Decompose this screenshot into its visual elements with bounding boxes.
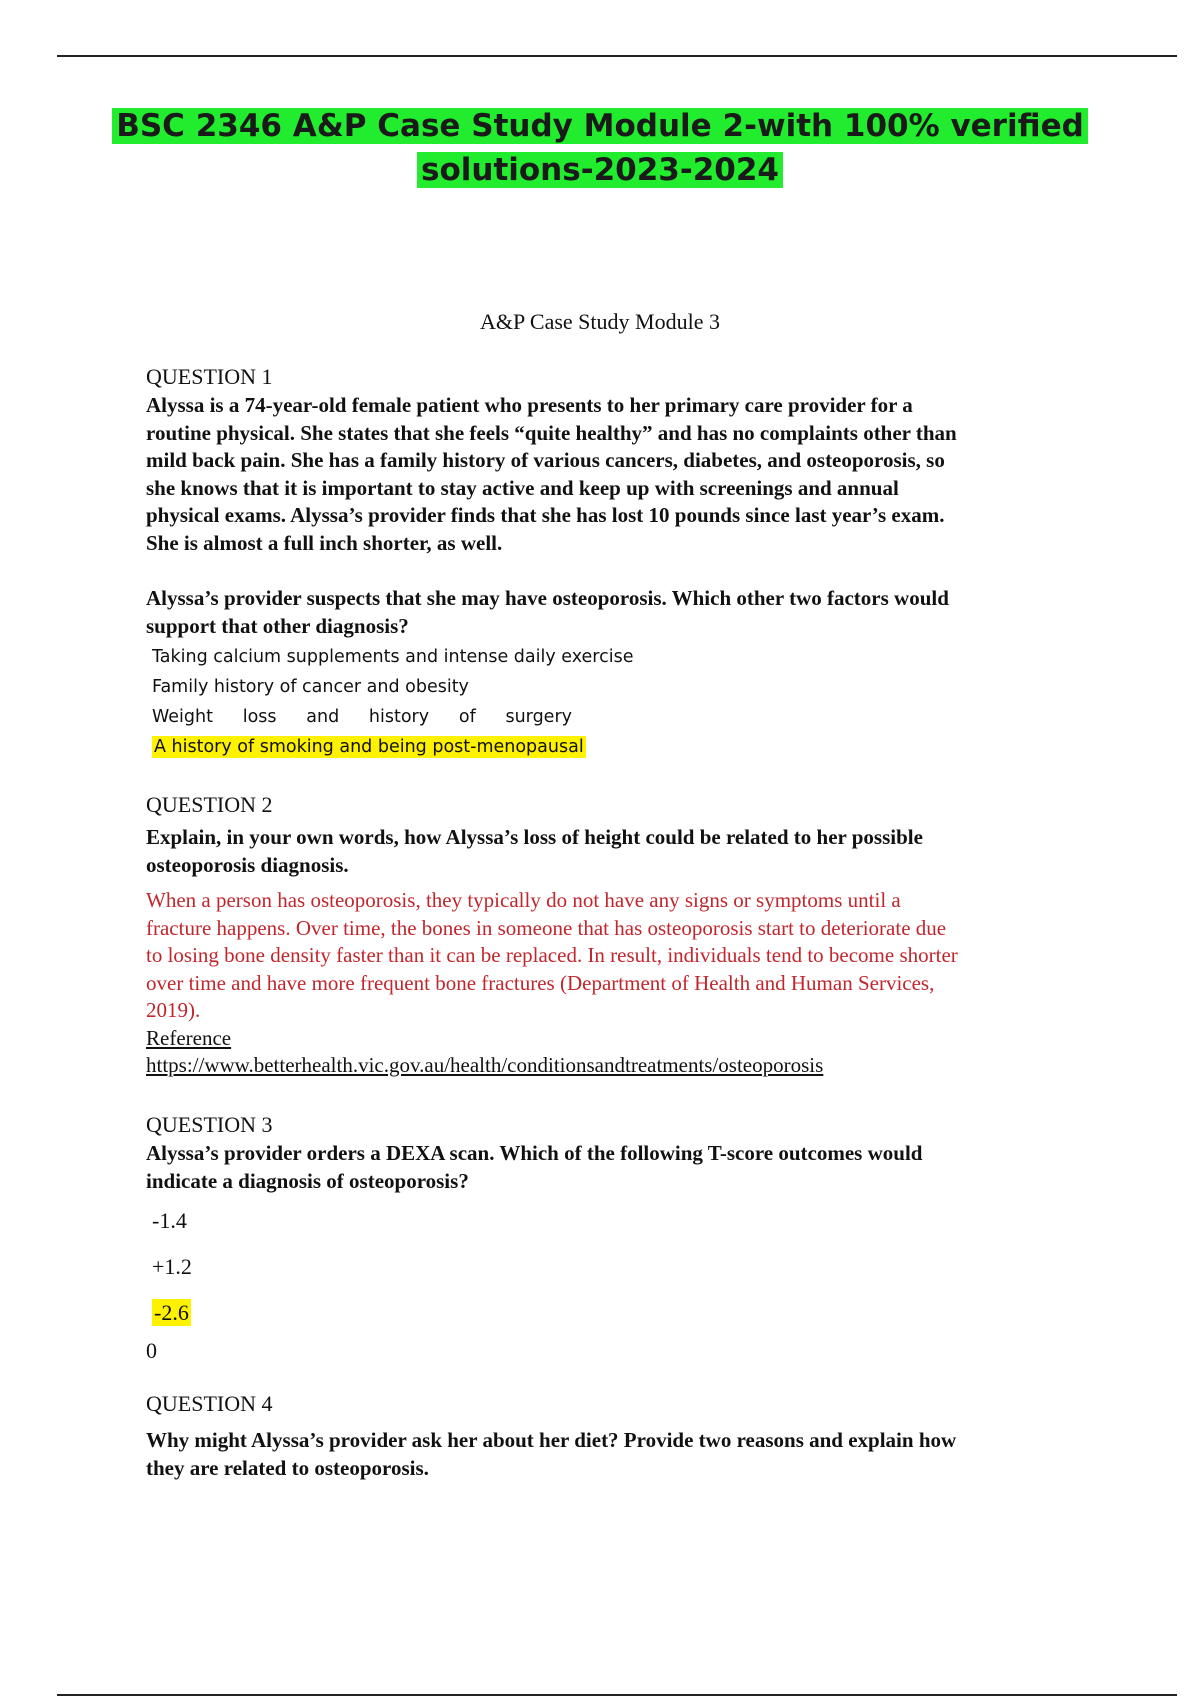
question-4 bbox=[146, 1391, 1086, 1482]
prompt-line: support that other diagnosis? bbox=[146, 613, 409, 638]
scenario-line: mild back pain. She has a family history of various cancers, diabetes, and osteoporosis, so bbox=[146, 448, 945, 472]
prompt-line: indicate a diagnosis of osteoporosis? bbox=[146, 1168, 469, 1193]
question-1-prompt bbox=[146, 585, 1086, 640]
title-line-2: solutions-2023-2024 bbox=[417, 152, 783, 188]
reference-link[interactable]: https://www.betterhealth.vic.gov.au/health/conditionsandtreatments/osteoporosis bbox=[146, 1052, 824, 1077]
option-3-word: history bbox=[368, 707, 430, 727]
question-2-answer bbox=[146, 887, 1086, 1025]
option-4-correct bbox=[146, 732, 1086, 762]
question-3 bbox=[146, 1112, 1086, 1363]
title-line-1: BSC 2346 A&P Case Study Module 2-with 100% verified bbox=[112, 108, 1088, 144]
scenario-line: She is almost a full inch shorter, as well. bbox=[146, 530, 503, 555]
correct-answer-highlight: A history of smoking and being post-menopausal bbox=[154, 737, 584, 757]
option-3-word: and bbox=[306, 707, 340, 727]
question-3-label: QUESTION 3 bbox=[146, 1112, 273, 1137]
question-4-prompt bbox=[146, 1427, 1086, 1482]
question-1-label: QUESTION 1 bbox=[146, 364, 273, 389]
answer-line: to losing bone density faster than it can be replaced. In result, individuals tend to become shorter bbox=[146, 943, 958, 967]
question-1-options bbox=[146, 642, 1086, 762]
option-1: Taking calcium supplements and intense daily exercise bbox=[152, 647, 634, 667]
scenario-line: physical exams. Alyssa’s provider finds that she has lost 10 pounds since last year’s exam. bbox=[146, 503, 945, 527]
prompt-line: Alyssa’s provider orders a DEXA scan. Which of the following T-score outcomes would bbox=[146, 1141, 923, 1165]
document-subtitle: A&P Case Study Module 3 bbox=[480, 309, 720, 334]
answer-line: over time and have more frequent bone fractures (Department of Health and Human Services, bbox=[146, 970, 935, 995]
option-3-word: loss bbox=[242, 707, 277, 727]
prompt-line: they are related to osteoporosis. bbox=[146, 1455, 429, 1480]
prompt-line: Why might Alyssa’s provider ask her about her diet? Provide two reasons and explain how bbox=[146, 1428, 957, 1452]
option-3 bbox=[146, 702, 572, 732]
question-1-scenario bbox=[146, 392, 1086, 557]
question-3-prompt bbox=[146, 1140, 1086, 1195]
option-2: Family history of cancer and obesity bbox=[152, 677, 469, 697]
question-2-prompt bbox=[146, 824, 1086, 879]
reference-label: Reference bbox=[146, 1025, 232, 1050]
option-3-word: surgery bbox=[505, 707, 572, 727]
question-1 bbox=[146, 364, 1086, 762]
answer-line: fracture happens. Over time, the bones in someone that has osteoporosis start to deteriorate due bbox=[146, 915, 947, 940]
scenario-line: routine physical. She states that she feels “quite healthy” and has no complaints other than bbox=[146, 420, 957, 445]
top-rule bbox=[57, 55, 1177, 57]
answer-line: When a person has osteoporosis, they typically do not have any signs or symptoms until a bbox=[146, 888, 901, 912]
question-2 bbox=[146, 792, 1086, 1079]
document-title bbox=[100, 104, 1100, 192]
tscore-option-4: 0 bbox=[146, 1338, 157, 1363]
tscore-option-3-correct bbox=[146, 1300, 191, 1326]
question-4-label: QUESTION 4 bbox=[146, 1391, 273, 1416]
scenario-line: Alyssa is a 74-year-old female patient who presents to her primary care provider for a bbox=[146, 393, 913, 417]
prompt-line: osteoporosis diagnosis. bbox=[146, 852, 349, 877]
option-3-word: of bbox=[458, 707, 476, 727]
prompt-line: Alyssa’s provider suspects that she may have osteoporosis. Which other two factors would bbox=[146, 586, 949, 610]
scenario-line: she knows that it is important to stay active and keep up with screenings and annual bbox=[146, 475, 899, 500]
option-3-word: Weight bbox=[152, 707, 213, 727]
correct-answer-highlight: -2.6 bbox=[154, 1300, 189, 1325]
prompt-line: Explain, in your own words, how Alyssa’s loss of height could be related to her possible bbox=[146, 825, 923, 849]
question-2-label: QUESTION 2 bbox=[146, 792, 273, 817]
tscore-option-2: +1.2 bbox=[152, 1254, 192, 1279]
bottom-rule bbox=[57, 1694, 1177, 1696]
tscore-option-1: -1.4 bbox=[152, 1208, 187, 1233]
answer-line: 2019). bbox=[146, 998, 201, 1022]
